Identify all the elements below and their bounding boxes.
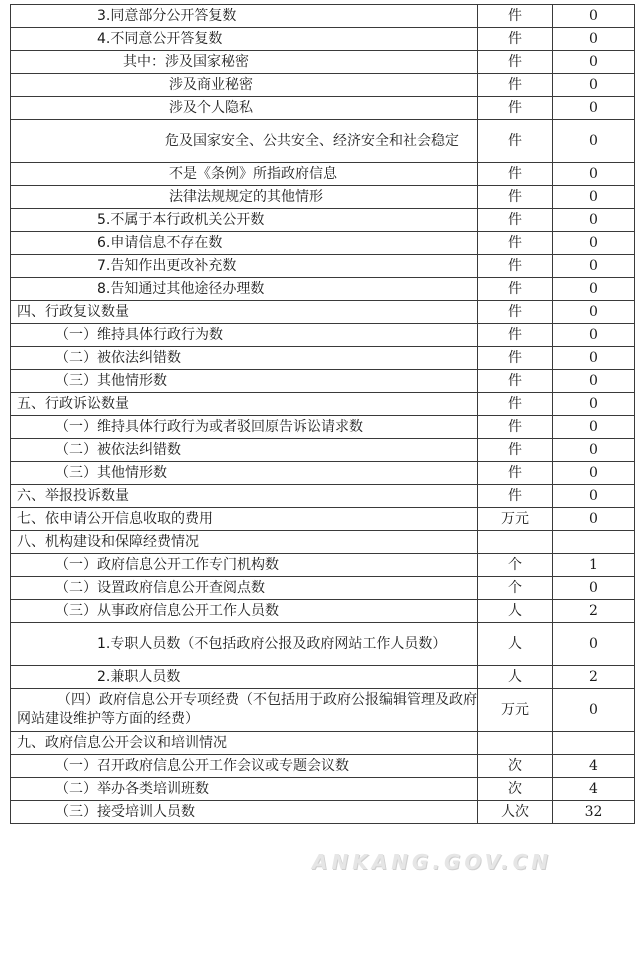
unit-cell: 件	[478, 255, 553, 278]
value-cell: 0	[553, 163, 635, 186]
item-cell: （三）接受培训人员数	[11, 801, 478, 824]
unit-cell: 万元	[478, 689, 553, 732]
unit-cell: 件	[478, 370, 553, 393]
value-cell: 0	[553, 51, 635, 74]
value-cell: 0	[553, 370, 635, 393]
value-cell: 0	[553, 577, 635, 600]
unit-cell: 人	[478, 666, 553, 689]
value-cell: 0	[553, 485, 635, 508]
table-row	[11, 439, 635, 462]
table-row	[11, 623, 635, 666]
unit-cell: 个	[478, 554, 553, 577]
table-row	[11, 485, 635, 508]
unit-cell: 件	[478, 51, 553, 74]
table-row	[11, 755, 635, 778]
item-cell: （一）维持具体行政行为或者驳回原告诉讼请求数	[11, 416, 478, 439]
unit-cell	[478, 732, 553, 755]
item-cell: 其中：涉及国家秘密	[11, 51, 478, 74]
table-row	[11, 324, 635, 347]
item-cell: 九、政府信息公开会议和培训情况	[11, 732, 478, 755]
item-cell: 6.申请信息不存在数	[11, 232, 478, 255]
value-cell: 0	[553, 74, 635, 97]
table-row	[11, 74, 635, 97]
table-row	[11, 393, 635, 416]
item-cell: 八、机构建设和保障经费情况	[11, 531, 478, 554]
item-cell: 四、行政复议数量	[11, 301, 478, 324]
item-cell: （二）设置政府信息公开查阅点数	[11, 577, 478, 600]
item-cell: 7.告知作出更改补充数	[11, 255, 478, 278]
unit-cell: 人	[478, 623, 553, 666]
item-cell: （四）政府信息公开专项经费（不包括用于政府公报编辑管理及政府网站建设维护等方面的经费）	[11, 689, 478, 732]
unit-cell: 次	[478, 755, 553, 778]
unit-cell: 件	[478, 5, 553, 28]
value-cell: 0	[553, 324, 635, 347]
value-cell: 4	[553, 755, 635, 778]
value-cell	[553, 531, 635, 554]
unit-cell: 件	[478, 163, 553, 186]
item-cell: 法律法规规定的其他情形	[11, 186, 478, 209]
table-row	[11, 732, 635, 755]
value-cell: 0	[553, 393, 635, 416]
unit-cell: 件	[478, 232, 553, 255]
value-cell: 0	[553, 97, 635, 120]
table-row	[11, 278, 635, 301]
item-cell: 危及国家安全、公共安全、经济安全和社会稳定	[11, 120, 478, 163]
item-cell: （二）被依法纠错数	[11, 439, 478, 462]
unit-cell: 件	[478, 439, 553, 462]
unit-cell: 件	[478, 393, 553, 416]
item-cell: 1.专职人员数（不包括政府公报及政府网站工作人员数）	[11, 623, 478, 666]
table-row	[11, 5, 635, 28]
unit-cell: 人次	[478, 801, 553, 824]
value-cell: 0	[553, 689, 635, 732]
unit-cell: 件	[478, 416, 553, 439]
unit-cell: 万元	[478, 508, 553, 531]
unit-cell: 件	[478, 209, 553, 232]
item-cell: （一）召开政府信息公开工作会议或专题会议数	[11, 755, 478, 778]
table-row	[11, 28, 635, 51]
table-row	[11, 666, 635, 689]
unit-cell	[478, 531, 553, 554]
item-cell: 3.同意部分公开答复数	[11, 5, 478, 28]
table-row	[11, 462, 635, 485]
table-row	[11, 531, 635, 554]
item-cell: （二）举办各类培训班数	[11, 778, 478, 801]
value-cell: 0	[553, 255, 635, 278]
table-row	[11, 51, 635, 74]
table-row	[11, 689, 635, 732]
item-cell: 不是《条例》所指政府信息	[11, 163, 478, 186]
table-row	[11, 370, 635, 393]
value-cell: 0	[553, 508, 635, 531]
unit-cell: 件	[478, 28, 553, 51]
value-cell: 0	[553, 462, 635, 485]
table-row	[11, 801, 635, 824]
unit-cell: 件	[478, 301, 553, 324]
table-row	[11, 97, 635, 120]
item-cell: 涉及个人隐私	[11, 97, 478, 120]
value-cell	[553, 732, 635, 755]
table-row	[11, 778, 635, 801]
table-row	[11, 209, 635, 232]
unit-cell: 人	[478, 600, 553, 623]
item-cell: 8.告知通过其他途径办理数	[11, 278, 478, 301]
value-cell: 2	[553, 666, 635, 689]
value-cell: 2	[553, 600, 635, 623]
unit-cell: 件	[478, 324, 553, 347]
table-row	[11, 232, 635, 255]
value-cell: 0	[553, 623, 635, 666]
table-row	[11, 508, 635, 531]
item-cell: （一）政府信息公开工作专门机构数	[11, 554, 478, 577]
unit-cell: 件	[478, 485, 553, 508]
unit-cell: 件	[478, 74, 553, 97]
value-cell: 0	[553, 416, 635, 439]
item-cell: （三）其他情形数	[11, 370, 478, 393]
value-cell: 0	[553, 278, 635, 301]
table-row	[11, 416, 635, 439]
value-cell: 0	[553, 209, 635, 232]
unit-cell: 次	[478, 778, 553, 801]
value-cell: 0	[553, 347, 635, 370]
value-cell: 0	[553, 186, 635, 209]
value-cell: 0	[553, 120, 635, 163]
table-row	[11, 163, 635, 186]
item-cell: （二）被依法纠错数	[11, 347, 478, 370]
item-cell: （一）维持具体行政行为数	[11, 324, 478, 347]
value-cell: 0	[553, 232, 635, 255]
unit-cell: 件	[478, 462, 553, 485]
table-row	[11, 577, 635, 600]
item-cell: （三）从事政府信息公开工作人员数	[11, 600, 478, 623]
value-cell: 0	[553, 5, 635, 28]
table-row	[11, 554, 635, 577]
unit-cell: 个	[478, 577, 553, 600]
item-cell: 5.不属于本行政机关公开数	[11, 209, 478, 232]
value-cell: 0	[553, 301, 635, 324]
item-cell: 六、举报投诉数量	[11, 485, 478, 508]
value-cell: 1	[553, 554, 635, 577]
unit-cell: 件	[478, 278, 553, 301]
unit-cell: 件	[478, 347, 553, 370]
table-row	[11, 255, 635, 278]
unit-cell: 件	[478, 120, 553, 163]
value-cell: 32	[553, 801, 635, 824]
item-cell: 五、行政诉讼数量	[11, 393, 478, 416]
unit-cell: 件	[478, 97, 553, 120]
table-row	[11, 600, 635, 623]
item-cell: （三）其他情形数	[11, 462, 478, 485]
table-row	[11, 186, 635, 209]
table-row	[11, 120, 635, 163]
value-cell: 0	[553, 439, 635, 462]
item-cell: 七、依申请公开信息收取的费用	[11, 508, 478, 531]
table-row	[11, 347, 635, 370]
value-cell: 4	[553, 778, 635, 801]
unit-cell: 件	[478, 186, 553, 209]
item-cell: 4.不同意公开答复数	[11, 28, 478, 51]
item-cell: 涉及商业秘密	[11, 74, 478, 97]
value-cell: 0	[553, 28, 635, 51]
site-watermark: ANKANG.GOV.CN	[312, 850, 553, 874]
statistics-table	[10, 4, 635, 824]
item-cell: 2.兼职人员数	[11, 666, 478, 689]
table-row	[11, 301, 635, 324]
